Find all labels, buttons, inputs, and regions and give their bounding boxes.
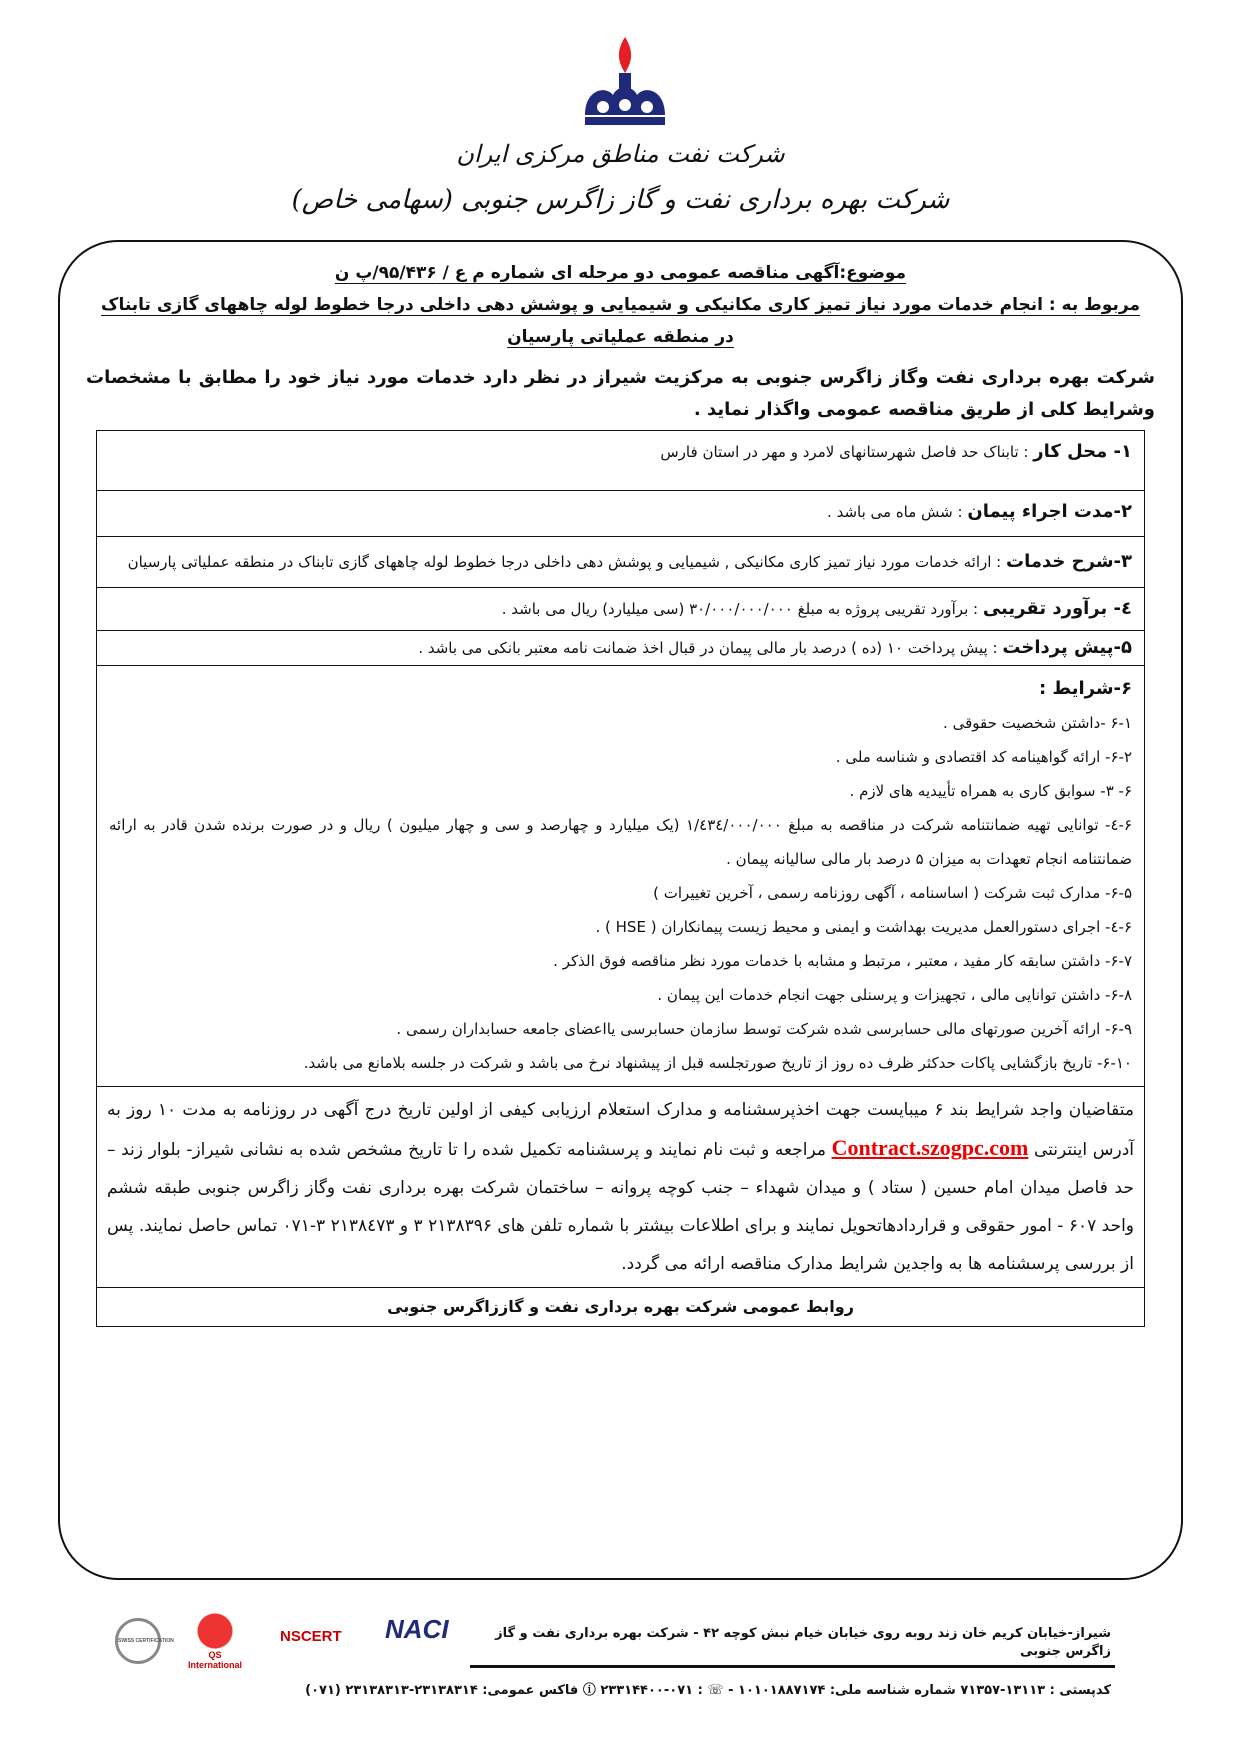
condition-item: ۶-۵- مدارک ثبت شرکت ( اساسنامه ، آگهی روزنامه رسمی ، آخرین تغییرات ) <box>653 884 1132 902</box>
row-label: ۵-پیش پرداخت <box>1002 637 1132 658</box>
tender-table <box>96 430 1145 1327</box>
row-conditions <box>97 666 1144 1087</box>
footer-divider <box>470 1665 1115 1668</box>
row-text: : برآورد تقریبی پروژه به مبلغ ۳۰/۰۰۰/۰۰۰/۰۰۰ (سی میلیارد) ریال می باشد . <box>501 600 983 618</box>
nscert-logo: NSCERT <box>280 1628 342 1645</box>
row-text: : پیش پرداخت ۱۰ (ده ) درصد بار مالی پیمان در قبال اخذ ضمانت نامه معتبر بانکی می باشد . <box>418 639 1003 657</box>
company-name-2: شرکت بهره برداری نفت و گاز زاگرس جنوبی (سهامی خاص) <box>291 185 950 215</box>
notice-text: متقاضیان واجد شرایط بند ۶ میبایست جهت اخذپرسشنامه و مدارک استعلام ارزیابی کیفی از اولین تاریخ درج آگهی در روزنامه به مدت ۱۰ روز به آدرس اینترنتی <box>107 1100 1134 1160</box>
row-text: : تابناک حد فاصل شهرستانهای لامرد و مهر در استان فارس <box>660 443 1034 461</box>
qs-international-logo: QS International <box>185 1610 245 1670</box>
row-services <box>97 537 1144 588</box>
conditions-label: ۶-شرایط : <box>1038 678 1132 699</box>
letterhead <box>0 0 1241 240</box>
row-text: : شش ماه می باشد . <box>827 503 968 521</box>
condition-item: ۶- ۳- سوابق کاری به همراه تأییدیه های لازم . <box>849 782 1132 800</box>
condition-item: ۶-٤- توانایی تهیه ضمانتنامه شرکت در مناقصه به مبلغ ۱/٤۳٤/۰۰۰/۰۰۰ (یک میلیارد و چهارصد و سی و چهار میلیون ) ریال و در صورت برنده شدن قادر به ارائه ضمانتنامه انجام تعهدات به میزان ۵ درصد بار مالی سالیانه پیمان . <box>109 816 1132 868</box>
region-text: در منطقه عملیاتی پارسیان <box>507 327 734 347</box>
subject-text: موضوع:آگهی مناقصه عمومی دو مرحله ای شماره م ع / ۹۵/۴۳۶/پ ن <box>334 263 907 283</box>
related-text: مربوط به : انجام خدمات مورد نیاز تمیز کاری مکانیکی و شیمیایی و پوشش دهی داخلی درجا خطوط لوله چاههای گازی تابناک <box>101 295 1140 315</box>
naci-logo: NACI <box>385 1614 449 1644</box>
related-title <box>96 292 1145 318</box>
condition-item: ۶-۲- ارائه گواهینامه کد اقتصادی و شناسه ملی . <box>835 748 1132 766</box>
row-estimate <box>97 588 1144 631</box>
row-notice <box>97 1087 1144 1288</box>
subject-title <box>96 260 1145 286</box>
condition-item: ۶-۹- ارائه آخرین صورتهای مالی حسابرسی شده شرکت توسط سازمان حسابرسی یااعضای جامعه حسابداران رسمی . <box>396 1020 1132 1038</box>
row-label: ٤- برآورد تقریبی <box>982 598 1132 619</box>
row-label: ۱- محل کار <box>1033 441 1132 462</box>
region-title <box>96 324 1145 350</box>
row-text: : ارائه خدمات مورد نیاز تمیز کاری مکانیکی , شیمیایی و پوشش دهی داخلی درجا خطوط لوله چاههای گازی تابناک در منطقه عملیاتی پارسیان <box>127 553 1007 571</box>
contract-website-link[interactable]: Contract.szogpc.com <box>831 1135 1029 1160</box>
condition-item: ۶-۱۰- تاریخ بازگشایی پاکات حدکثر ظرف ده روز از تاریخ صورتجلسه قبل از پیشنهاد نرخ می باشد و شرکت در جلسه بلامانع می باشد. <box>303 1054 1132 1072</box>
footer-address: شیراز-خیابان کریم خان زند روبه روی خیابان خیام نبش کوچه ۴۲ - شرکت بهره برداری نفت و گاز زاگرس جنوبی <box>495 1626 1111 1659</box>
condition-item: ۶-۷- داشتن سابقه کار مفید ، معتبر ، مرتبط و مشابه با خدمات مورد نظر مناقصه فوق الذکر . <box>553 952 1132 970</box>
row-label: ۳-شرح خدمات <box>1006 551 1132 572</box>
condition-item: ۶-۸- داشتن توانایی مالی ، تجهیزات و پرسنلی جهت انجام خدمات این پیمان . <box>657 986 1132 1004</box>
footer <box>0 1610 1241 1725</box>
intro-paragraph: شرکت بهره برداری نفت وگاز زاگرس جنوبی به مرکزیت شیراز در نظر دارد خدمات مورد نیاز خود را مطابق با مشخصات وشرایط کلی از طریق مناقصه عمومی واگذار نماید . <box>86 367 1155 420</box>
footer-contact: کدپستی : ۱۳۱۱۳-۷۱۳۵۷ شماره شناسه ملی: ۱۰۱۰۱۸۸۷۱۷۴ - ☏ : ۰۷۱-۲۳۳۱۴۴۰۰ ⓘ فاکس عمومی: ۲۳۱۳۸۳۱۴-۲۳۱۳۸۳۱۳ (۰۷۱) <box>305 1683 1111 1698</box>
condition-item: ۶-٤- اجرای دستورالعمل مدیریت بهداشت و ایمنی و محیط زیست پیمانکاران ( HSE ) . <box>595 918 1132 936</box>
row-prepayment <box>97 631 1144 666</box>
company-name-1: شرکت نفت مناطق مرکزی ایران <box>456 140 785 168</box>
company-logo <box>575 35 675 130</box>
content-frame <box>58 240 1183 1580</box>
swiss-certification-logo: SWISS CERTIFICATION <box>115 1618 161 1664</box>
row-duration <box>97 491 1144 537</box>
public-relations-signature: روابط عمومی شرکت بهره برداری نفت و گاززاگرس جنوبی <box>387 1297 854 1316</box>
row-label: ۲-مدت اجراء پیمان <box>967 501 1132 522</box>
notice-text: مراجعه و ثبت نام نمایند و پرسشنامه تکمیل شده را تا تاریخ مشخص شده به نشانی شیراز- بلوار زند – حد فاصل میدان امام حسین ( ستاد ) و میدان شهداء – جنب کوچه پروانه – ساختمان شرکت بهره برداری نفت وگاز زاگرس جنوبی طبقه ششم واحد ۶۰۷ - امور حقوقی و قراردادهاتحویل نمایند و برای اطلاعات بیشتر با شماره تلفن های ۲۱۳۸۳۹۶ ۳ و ۲۱۳۸٤۷۳ ۳-۰۷۱ تماس حاصل نمایند. پس از بررسی پرسشنامه ها به واجدین شرایط مدارک مناقصه ارائه می گردد. <box>107 1140 1135 1274</box>
condition-item: ۶-۱ -داشتن شخصیت حقوقی . <box>943 714 1132 732</box>
row-location <box>97 431 1144 491</box>
